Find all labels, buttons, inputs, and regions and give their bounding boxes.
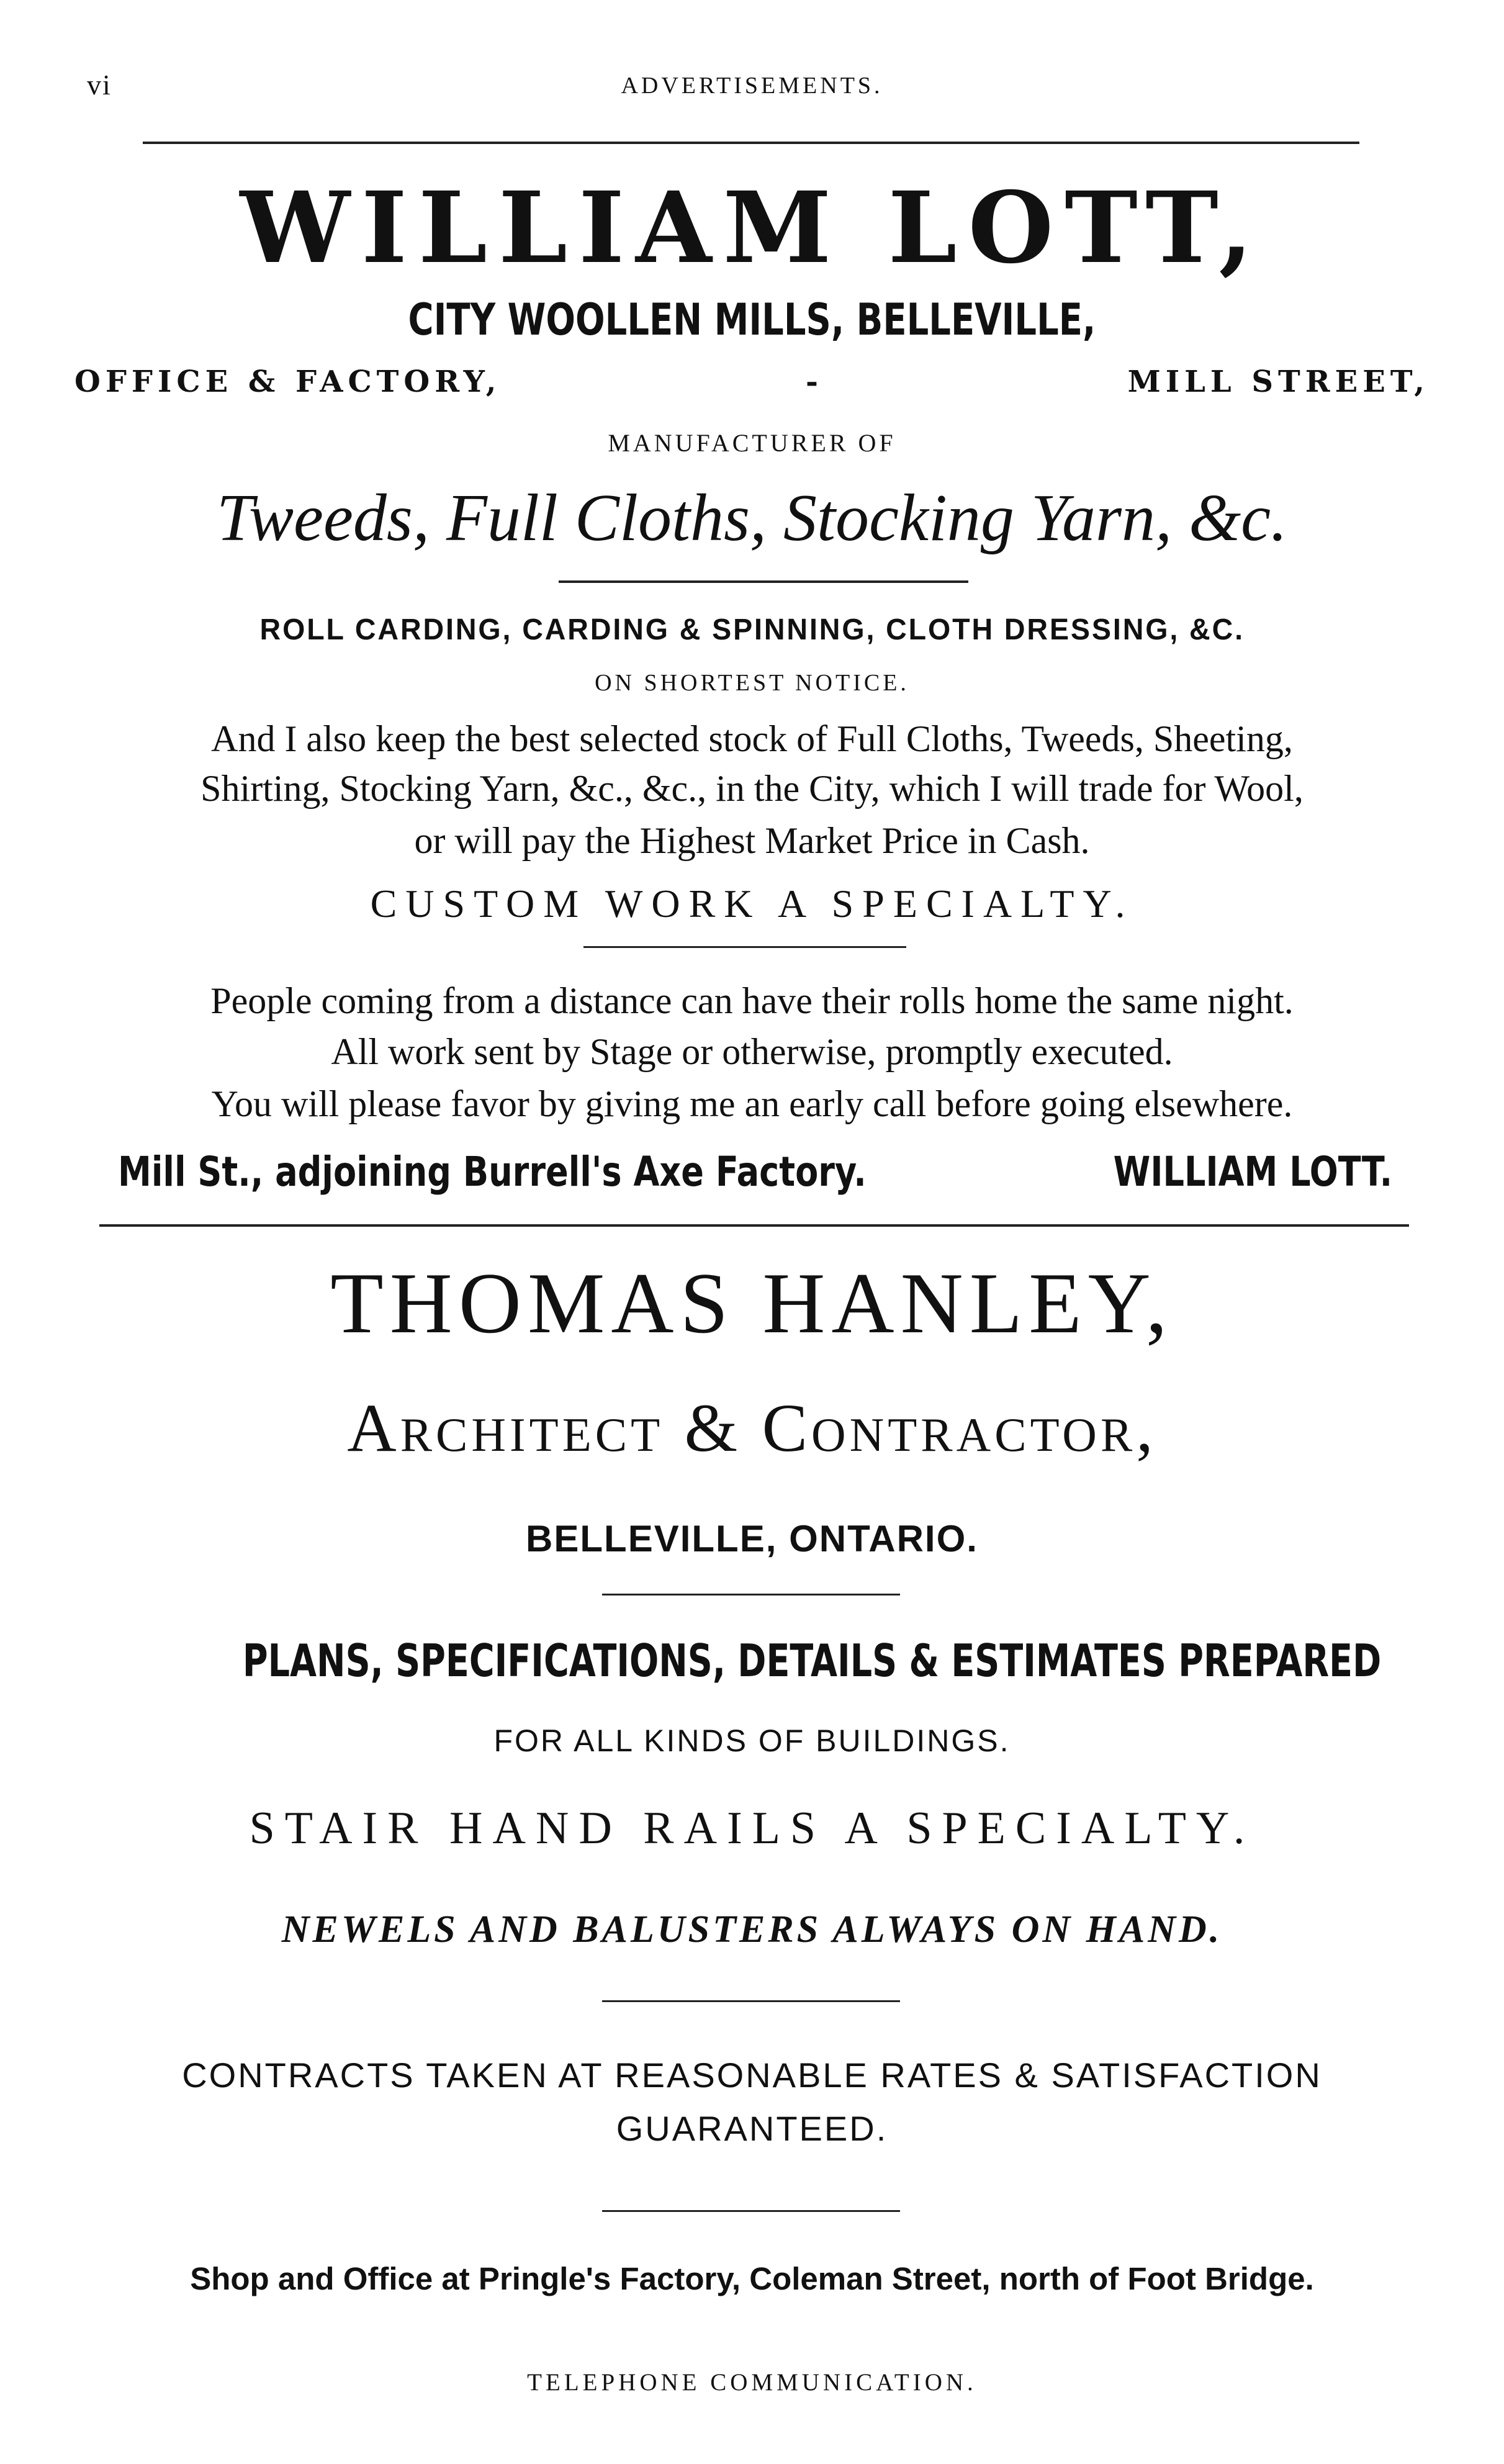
running-head [74,68,1430,112]
hanley-telephone: TELEPHONE COMMUNICATION. [527,2369,977,2396]
lott-footer [74,1141,1430,1203]
hanley-shop-address: Shop and Office at Pringle's Factory, Coleman Street, north of Foot Bridge. [190,2261,1314,2296]
hanley-newels: NEWELS AND BALUSTERS ALWAYS ON HAND. [281,1908,1223,1951]
lott-mill-street: MILL STREET, [1127,364,1430,399]
hanley-newels-rule [602,2000,900,2002]
lott-services [74,608,1430,652]
lott-mills-location [74,292,1430,348]
lott-goods-rule [559,580,968,583]
hanley-contracts-line-2: GUARANTEED. [616,2109,888,2148]
lott-office-row [74,360,1430,404]
lott-separator-dash: - [806,364,823,399]
lott-business-name: WILLIAM LOTT, [240,171,1264,286]
lott-specialty-rule [583,946,906,948]
lott-goods: Tweeds, Full Cloths, Stocking Yarn, &c. [216,481,1288,555]
section-title: ADVERTISEMENTS. [621,73,883,99]
advertisement-page [74,0,1430,2464]
lott-stock-line-2: Shirting, Stocking Yarn, &c., &c., in the City, which I will trade for Wool, [200,768,1304,809]
advertisement-divider [99,1224,1409,1227]
lott-office-factory: OFFICE & FACTORY, [74,364,502,399]
page-number: vi [87,69,112,101]
hanley-contracts-rule [602,2210,900,2212]
hanley-location-rule [602,1594,900,1595]
lott-services-text: ROLL CARDING, CARDING & SPINNING, CLOTH DRESSING, &C. [259,613,1245,646]
hanley-plans [74,1627,1430,1695]
lott-address: Mill St., adjoining Burrell's Axe Factory. [118,1148,867,1196]
lott-signature: WILLIAM LOTT. [1113,1148,1392,1196]
hanley-business-name: THOMAS HANLEY, [330,1255,1174,1352]
header-rule [143,142,1359,144]
lott-stock-line-1: And I also keep the best selected stock of Full Cloths, Tweeds, Sheeting, [211,718,1293,759]
lott-distance-note: People coming from a distance can have their rolls home the same night. [210,980,1294,1021]
lott-stage-note: All work sent by Stage or otherwise, promptly executed. [331,1031,1173,1072]
lott-specialty: CUSTOM WORK A SPECIALTY. [370,882,1134,926]
hanley-stair-specialty: STAIR HAND RAILS A SPECIALTY. [249,1803,1255,1854]
hanley-plans-text: PLANS, SPECIFICATIONS, DETAILS & ESTIMATES PREPARED [242,1635,1382,1687]
lott-notice: ON SHORTEST NOTICE. [595,670,909,696]
hanley-location: BELLEVILLE, ONTARIO. [526,1518,978,1559]
hanley-profession: Architect & Contractor, [347,1390,1157,1466]
hanley-buildings: FOR ALL KINDS OF BUILDINGS. [493,1723,1011,1758]
lott-favor-note: You will please favor by giving me an early call before going elsewhere. [211,1083,1293,1124]
lott-manufacturer-label: MANUFACTURER OF [608,429,896,457]
lott-stock-line-3: or will pay the Highest Market Price in Cash. [414,820,1090,861]
lott-mills-text: CITY WOOLLEN MILLS, BELLEVILLE, [408,294,1096,345]
hanley-contracts-line-1: CONTRACTS TAKEN AT REASONABLE RATES & SATISFACTION [182,2056,1322,2095]
